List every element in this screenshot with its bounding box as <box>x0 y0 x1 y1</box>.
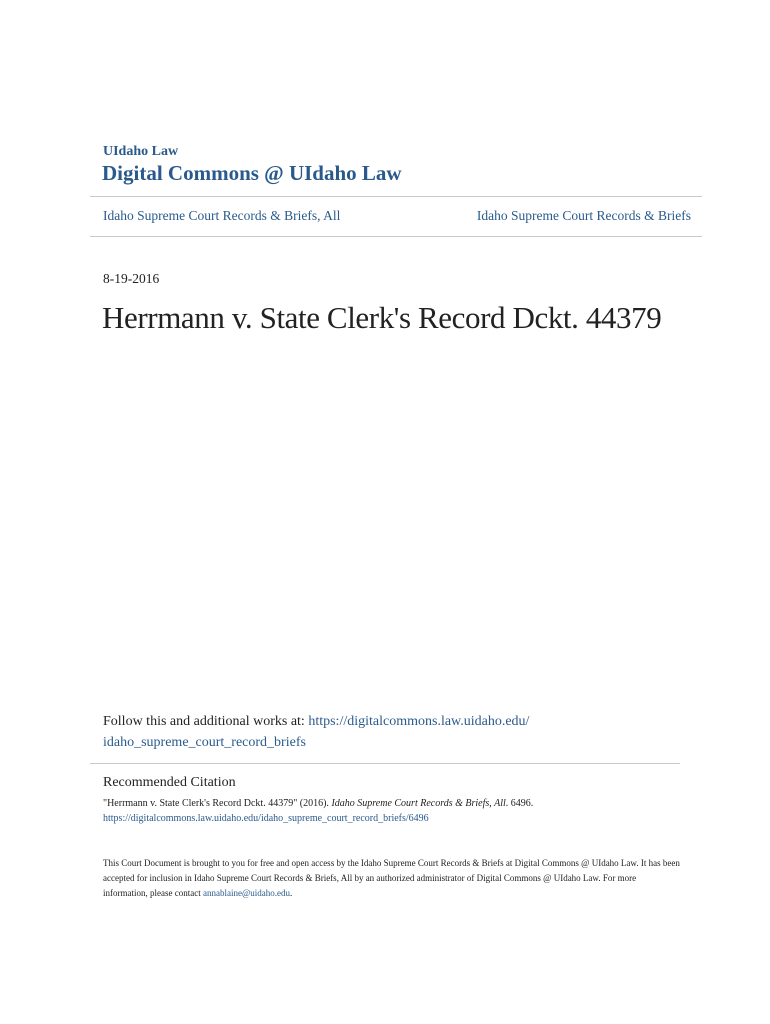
series-link-records-briefs[interactable]: Idaho Supreme Court Records & Briefs <box>476 208 691 223</box>
recommended-citation-heading: Recommended Citation <box>103 775 236 790</box>
notice-end: . <box>289 888 293 898</box>
document-title: Herrmann v. State Clerk's Record Dckt. 44379 <box>102 300 662 335</box>
citation-text: "Herrmann v. State Clerk's Record Dckt. 44379" (2016). <box>103 798 332 809</box>
follow-prefix: Follow this and additional works at: <box>103 714 309 729</box>
follow-url-line1[interactable]: https://digitalcommons.law.uidaho.edu/ <box>308 714 530 729</box>
citation-suffix: . 6496. <box>505 798 534 809</box>
contact-email-link[interactable]: annablaine@uidaho.edu <box>202 888 290 898</box>
citation-url-link[interactable]: https://digitalcommons.law.uidaho.edu/idaho_supreme_court_record_briefs/6496 <box>103 813 429 824</box>
notice-text: This Court Document is brought to you for free and open access by the Idaho Supreme Court Records & Briefs at Digital Commons @ UIdaho Law. It has been accepted for inclusion in Idaho Supreme Court Records & Briefs, All by an authorized administrator of Digital Commons @ UIdaho Law. For more information, please contact <box>103 858 680 898</box>
document-date: 8-19-2016 <box>103 271 160 286</box>
repository-title-link[interactable]: Digital Commons @ UIdaho Law <box>102 161 402 185</box>
citation-divider <box>90 763 680 764</box>
header-divider-top <box>90 196 702 197</box>
follow-url-line2[interactable]: idaho_supreme_court_record_briefs <box>103 735 306 750</box>
follow-works <box>103 711 693 753</box>
header-divider-bottom <box>90 236 702 237</box>
citation-block <box>103 796 683 826</box>
institution-link[interactable]: UIdaho Law <box>103 144 179 159</box>
access-notice <box>103 856 683 901</box>
citation-series: Idaho Supreme Court Records & Briefs, All <box>331 798 506 809</box>
series-link-all[interactable]: Idaho Supreme Court Records & Briefs, All <box>103 208 341 223</box>
